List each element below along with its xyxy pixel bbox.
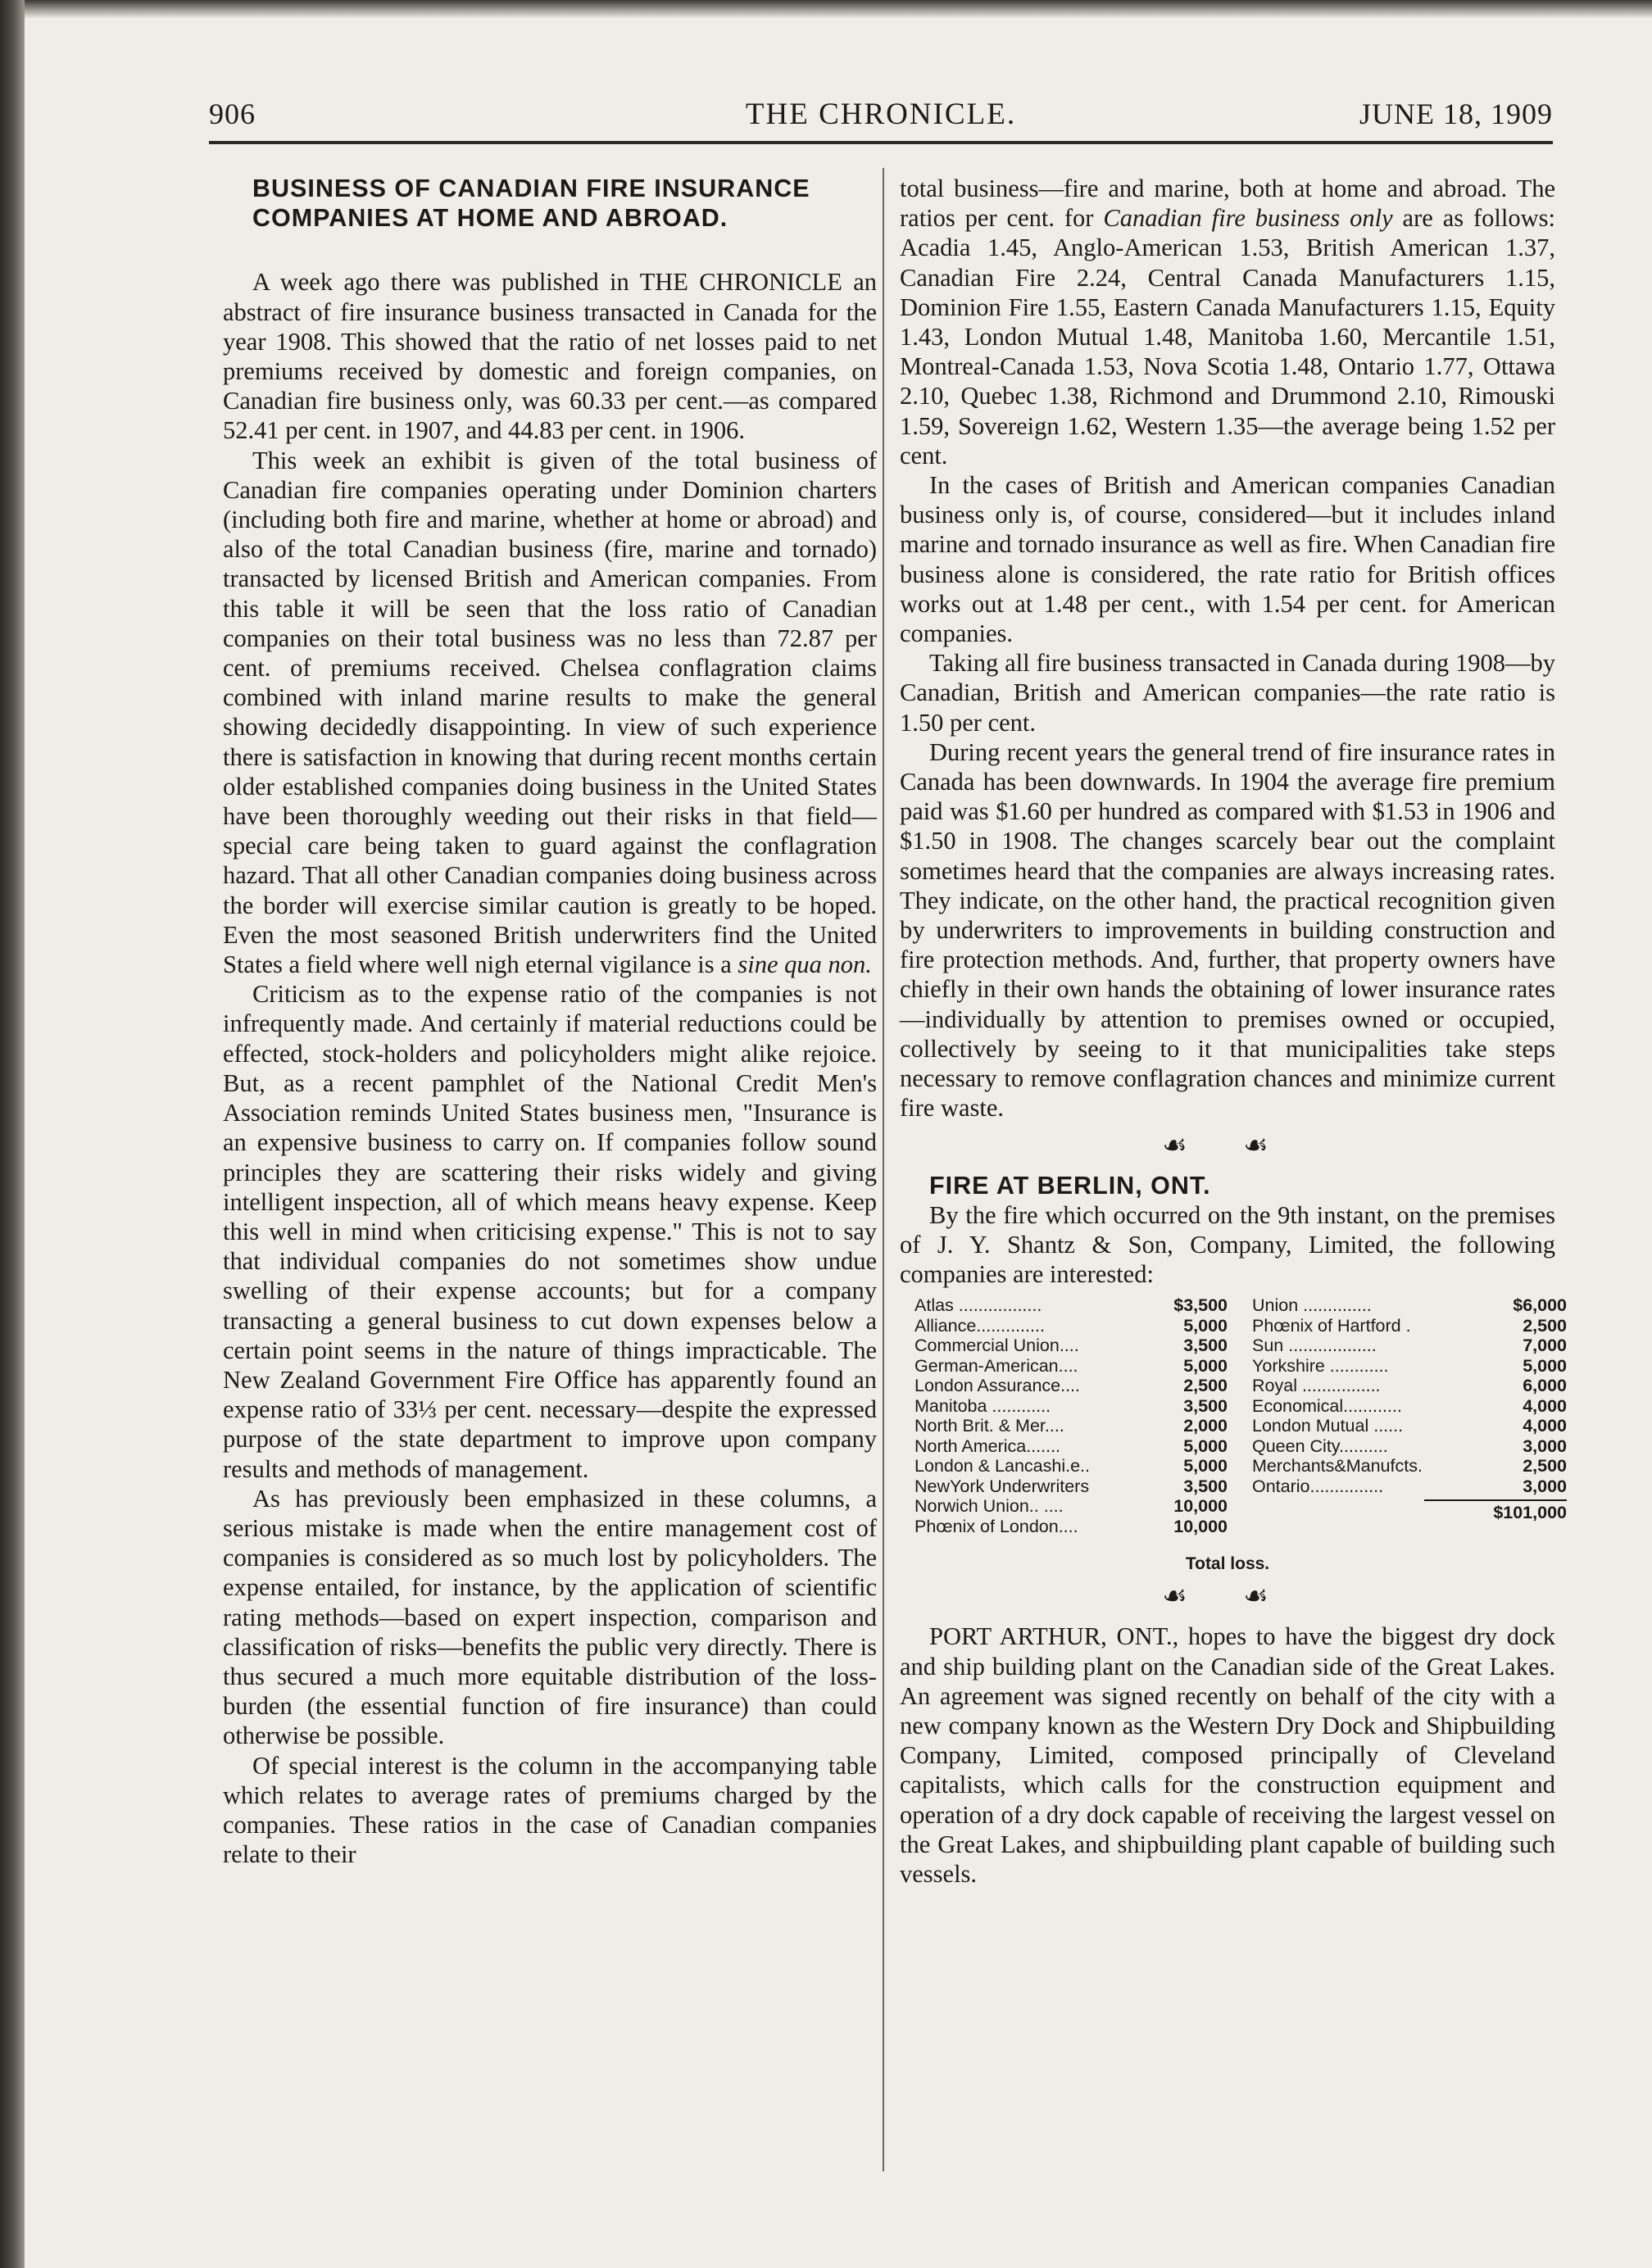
company-name: Commercial Union.... xyxy=(914,1336,1079,1356)
loss-amount: 3,000 xyxy=(1523,1436,1567,1456)
paragraph: By the fire which occurred on the 9th instant, on the premises of J. Y. Shantz & Son, Company, Limited, the following companies are interested: xyxy=(900,1200,1555,1289)
table-row xyxy=(1252,1436,1567,1457)
table-row xyxy=(1252,1295,1567,1316)
paragraph: Taking all fire business transacted in Canada during 1908—by Canadian, British and American companies—the rate ratio is 1.50 per cent. xyxy=(900,649,1555,737)
paragraph xyxy=(223,446,877,980)
company-name: Alliance.............. xyxy=(914,1315,1045,1336)
paragraph: As has previously been emphasized in these columns, a serious mistake is made when the entire management cost of companies is considered as so much lost by policyholders. The expense entailed, for instance, by the application of scientific rating methods—based on expert inspection, comparison and classification of risks—benefits the public very directly. There is thus secured a much more equitable distribution of the loss-burden (the essential function of fire insurance) than could otherwise be possible. xyxy=(223,1484,877,1750)
company-name: Union .............. xyxy=(1252,1295,1372,1316)
lead-words: PORT ARTHUR, ONT., xyxy=(929,1622,1179,1651)
loss-table-left xyxy=(914,1295,1228,1536)
table-row xyxy=(1252,1396,1567,1417)
paragraph: Of special interest is the column in the accompanying table which relates to average rates of premiums charged by the companies. These ratios in the case of Canadian companies relate to their xyxy=(223,1751,877,1869)
company-name: North Brit. & Mer.... xyxy=(914,1416,1064,1436)
paragraph: In the cases of British and American companies Canadian business only is, of course, considered—but it includes inland marine and tornado insurance as well as fire. When Canadian fire business alone is considered, the rate ratio for British offices works out at 1.48 per cent., with 1.54 per cent. for American companies. xyxy=(900,471,1555,648)
italic-phrase: Canadian fire business only xyxy=(1103,204,1393,233)
table-row xyxy=(1252,1476,1567,1497)
table-row xyxy=(914,1396,1228,1417)
company-name: German-American.... xyxy=(914,1355,1078,1376)
company-name: Royal ................ xyxy=(1252,1376,1381,1396)
headline-line-2: COMPANIES AT HOME AND ABROAD. xyxy=(252,204,728,233)
fleuron-ornament: ☙ ☙ xyxy=(1162,1130,1293,1161)
table-row xyxy=(914,1295,1228,1316)
company-name: London Assurance.... xyxy=(914,1376,1081,1396)
table-row xyxy=(1252,1416,1567,1436)
paragraph-text: are as follows: Acadia 1.45, Anglo-American 1.53, British American 1.37, Canadian Fire 2.24, Central Canada Manufacturers 1.15, Dominion Fire 1.55, Eastern Canada Manufacturers 1.15, Equity 1.43, London Mutual 1.48, Manitoba 1.60, Mercantile 1.51, Montreal-Canada 1.53, Nova Scotia 1.48, Ontario 1.77, Ottawa 2.10, Quebec 1.38, Richmond and Drummond 2.10, Rimouski 1.59, Sovereign 1.62, Western 1.35—the average being 1.52 per cent. xyxy=(900,204,1555,469)
loss-amount: 5,000 xyxy=(1183,1355,1228,1376)
loss-amount: 2,500 xyxy=(1183,1376,1228,1396)
book-binding-edge xyxy=(0,0,25,2268)
table-row xyxy=(914,1496,1228,1517)
loss-table-right-rows xyxy=(1252,1295,1567,1496)
right-column xyxy=(900,174,1567,1889)
loss-amount: $3,500 xyxy=(1173,1295,1228,1316)
paragraph-text: total business—fire and marine, both at home and abroad. The ratios per cent. for xyxy=(900,175,1555,233)
table-row xyxy=(1252,1336,1567,1356)
loss-table-right xyxy=(1252,1295,1567,1523)
loss-amount: 2,500 xyxy=(1523,1456,1567,1476)
page-header xyxy=(209,97,1553,138)
loss-amount: 5,000 xyxy=(1183,1436,1228,1456)
fleuron-ornament: ☙ ☙ xyxy=(1162,1581,1293,1613)
loss-amount: 5,000 xyxy=(1183,1456,1228,1476)
company-name: London Mutual ...... xyxy=(1252,1416,1404,1436)
company-name: Norwich Union.. .... xyxy=(914,1496,1064,1517)
table-row xyxy=(914,1316,1228,1336)
company-name: Sun .................. xyxy=(1252,1336,1377,1356)
italic-phrase: sine qua non. xyxy=(738,950,872,979)
fire-berlin-headline: FIRE AT BERLIN, ONT. xyxy=(929,1171,1211,1200)
table-row xyxy=(914,1336,1228,1356)
loss-amount: 3,500 xyxy=(1183,1476,1228,1496)
paragraph-text: This week an exhibit is given of the total business of Canadian fire companies operating under Dominion charters (including both fire and marine, whether at home or abroad) and also of the total Canadian business (fire, marine and tornado) transacted by licensed British and American companies. From this table it will be seen that the loss ratio of Canadian companies on their total business was no less than 72.87 per cent. of premiums received. Chelsea conflagration claims combined with inland marine results to make the general showing decidedly disappointing. In view of such experience there is satisfaction in knowing that during recent months certain older established companies doing business in the United States have been thoroughly weeding out their risks in that field—special care being taken to guard against the conflagration hazard. That all other Canadian companies doing business across the border will exercise similar caution is greatly to be hoped. Even the most seasoned British underwriters find the United States a field where well nigh eternal vigilance is a xyxy=(223,446,877,979)
company-name: London & Lancashi.e.. xyxy=(914,1456,1090,1476)
headline-line-1: BUSINESS OF CANADIAN FIRE INSURANCE xyxy=(252,175,810,202)
table-row xyxy=(1252,1456,1567,1476)
table-row xyxy=(914,1517,1228,1537)
company-name: Economical............ xyxy=(1252,1395,1402,1416)
paragraph: During recent years the general trend of fire insurance rates in Canada has been downwards. In 1904 the average fire premium paid was $1.60 per hundred as compared with $1.53 in 1906 and $1.50 in 1908. The changes scarcely bear out the complaint sometimes heard that the companies are always increasing rates. They indicate, on the other hand, the practical recognition given by underwriters to improvements in building construction and fire protection methods. And, further, that property owners have chiefly in their own hands the obtaining of lower insurance rates—individually by attention to premises owned or occupied, collectively by seeing to it that municipalities take steps necessary to remove conflagration chances and minimize current fire waste. xyxy=(900,737,1555,1123)
loss-amount: 5,000 xyxy=(1183,1315,1228,1336)
left-column xyxy=(223,174,877,1869)
paragraph-text: hopes to have the biggest dry dock and ship building plant on the Canadian side of the Great Lakes. An agreement was signed recently on behalf of the city with a new company known as the Western Dry Dock and Shipbuilding Company, Limited, composed principally of Cleveland capitalists, which calls for the construction equipment and operation of a dry dock capable of receiving the largest vessel on the Great Lakes, and shipbuilding plant capable of building such vessels. xyxy=(900,1622,1555,1888)
paragraph: A week ago there was published in THE CHRONICLE an abstract of fire insurance business transacted in Canada for the year 1908. This showed that the ratio of net losses paid to net premiums received by domestic and foreign companies, on Canadian fire business only, was 60.33 per cent.—as compared 52.41 per cent. in 1907, and 44.83 per cent. in 1906. xyxy=(223,268,877,445)
loss-amount: 3,500 xyxy=(1183,1336,1228,1356)
total-loss-label: Total loss. xyxy=(1185,1554,1270,1574)
loss-amount: 7,000 xyxy=(1523,1336,1567,1356)
table-row xyxy=(1252,1356,1567,1377)
issue-date: JUNE 18, 1909 xyxy=(1359,98,1553,130)
running-title: THE CHRONICLE. xyxy=(745,98,1017,131)
article-headline xyxy=(223,174,877,233)
loss-table xyxy=(900,1295,1567,1574)
company-name: Phœnix of Hartford . xyxy=(1252,1315,1411,1336)
loss-amount: 3,000 xyxy=(1523,1476,1567,1496)
company-name: Queen City.......... xyxy=(1252,1436,1388,1456)
table-row xyxy=(1252,1316,1567,1336)
loss-amount: 10,000 xyxy=(1173,1496,1228,1517)
company-name: Atlas ................. xyxy=(914,1295,1042,1316)
company-name: Ontario............... xyxy=(1252,1476,1384,1496)
loss-amount: 5,000 xyxy=(1523,1355,1567,1376)
total-amount: $101,000 xyxy=(1493,1503,1567,1523)
company-name: Phœnix of London.... xyxy=(914,1516,1078,1536)
loss-amount: 6,000 xyxy=(1523,1376,1567,1396)
paragraph xyxy=(900,174,1555,470)
column-divider xyxy=(883,168,884,2171)
table-row xyxy=(914,1436,1228,1457)
paragraph: Criticism as to the expense ratio of the companies is not infrequently made. And certainly if material reductions could be effected, stock-holders and policyholders might alike rejoice. But, as a recent pamphlet of the National Credit Men's Association reminds United States business men, "Insurance is an expensive business to carry on. If companies follow sound principles they are scattering their risks widely and giving intelligent inspection, all of which means heavy expense. Keep this well in mind when criticising expense." This is not to say that individual companies do not sometimes show undue swelling of their expense accounts; but for a company transacting a general business to cut down expenses below a certain point seems in the nature of things impracticable. The New Zealand Government Fire Office has apparently found an expense ratio of 33⅓ per cent. necessary—despite the expressed purpose of the state department to improve upon company results and methods of management. xyxy=(223,980,877,1483)
page-number: 906 xyxy=(209,98,256,130)
loss-amount: 3,500 xyxy=(1183,1395,1228,1416)
company-name: Yorkshire ............ xyxy=(1252,1355,1389,1376)
total-row xyxy=(1252,1503,1567,1523)
company-name: NewYork Underwriters xyxy=(914,1476,1090,1496)
loss-amount: 2,500 xyxy=(1523,1315,1567,1336)
total-rule xyxy=(1424,1499,1567,1501)
loss-amount: 10,000 xyxy=(1173,1516,1228,1536)
table-row xyxy=(914,1416,1228,1436)
paragraph xyxy=(900,1622,1555,1889)
table-row xyxy=(914,1476,1228,1497)
table-row xyxy=(1252,1376,1567,1396)
loss-amount: 2,000 xyxy=(1183,1416,1228,1436)
scan-top-shadow xyxy=(25,0,1652,18)
company-name: Merchants&Manufcts. xyxy=(1252,1456,1423,1476)
company-name: Manitoba ............ xyxy=(914,1395,1051,1416)
header-rule xyxy=(209,141,1553,144)
loss-amount: 4,000 xyxy=(1523,1395,1567,1416)
loss-amount: 4,000 xyxy=(1523,1416,1567,1436)
table-row xyxy=(914,1456,1228,1476)
table-row xyxy=(914,1356,1228,1377)
loss-amount: $6,000 xyxy=(1513,1295,1567,1316)
table-row xyxy=(914,1376,1228,1396)
company-name: North America....... xyxy=(914,1436,1061,1456)
